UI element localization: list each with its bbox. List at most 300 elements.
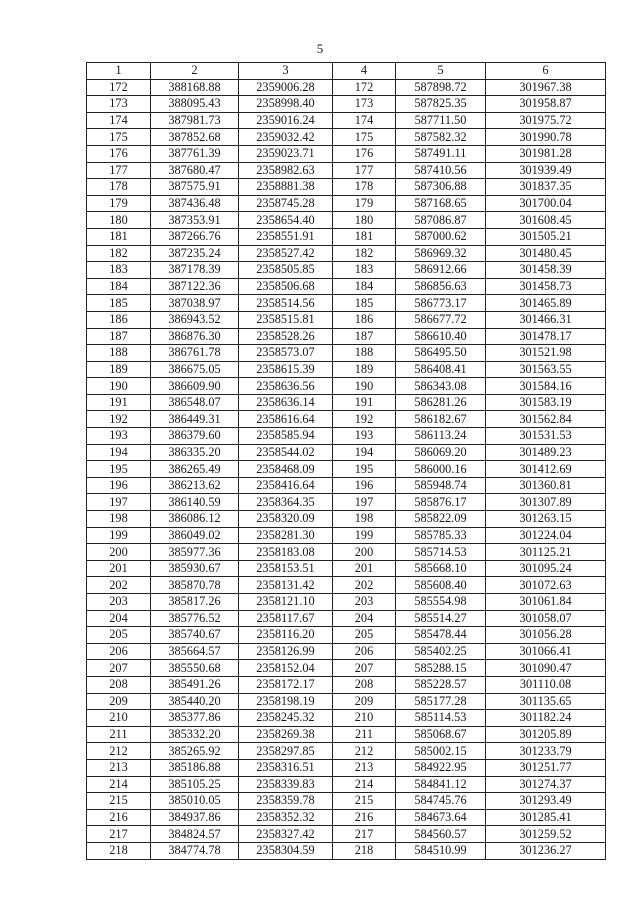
table-cell: 188 <box>87 345 151 362</box>
table-cell: 301110.08 <box>486 676 606 693</box>
table-cell: 2358198.19 <box>239 693 333 710</box>
table-cell: 387122.36 <box>151 278 239 295</box>
table-cell: 189 <box>333 361 396 378</box>
table-cell: 586408.41 <box>396 361 486 378</box>
table-cell: 301583.19 <box>486 394 606 411</box>
table-cell: 201 <box>333 560 396 577</box>
table-cell: 179 <box>87 195 151 212</box>
table-cell: 2358506.68 <box>239 278 333 295</box>
table-cell: 587000.62 <box>396 228 486 245</box>
table-body <box>87 79 606 859</box>
table-cell: 2358636.14 <box>239 394 333 411</box>
table-cell: 385491.26 <box>151 676 239 693</box>
table-row <box>87 627 606 644</box>
table-row <box>87 511 606 528</box>
table-cell: 186 <box>333 311 396 328</box>
table-row <box>87 477 606 494</box>
table-cell: 585785.33 <box>396 527 486 544</box>
table-cell: 177 <box>333 162 396 179</box>
table-cell: 586281.26 <box>396 394 486 411</box>
table-cell: 180 <box>333 212 396 229</box>
table-row <box>87 610 606 627</box>
table-cell: 586610.40 <box>396 328 486 345</box>
table-cell: 585002.15 <box>396 743 486 760</box>
table-cell: 386943.52 <box>151 311 239 328</box>
table-cell: 2358183.08 <box>239 544 333 561</box>
table-cell: 301072.63 <box>486 577 606 594</box>
table-cell: 586969.32 <box>396 245 486 262</box>
table-cell: 212 <box>333 743 396 760</box>
table-cell: 586000.16 <box>396 461 486 478</box>
table-cell: 181 <box>87 228 151 245</box>
table-row <box>87 162 606 179</box>
table-cell: 301056.28 <box>486 627 606 644</box>
table-cell: 199 <box>87 527 151 544</box>
table-cell: 301478.17 <box>486 328 606 345</box>
table-row <box>87 776 606 793</box>
table-cell: 385010.05 <box>151 793 239 810</box>
table-cell: 301061.84 <box>486 594 606 611</box>
table-cell: 587898.72 <box>396 79 486 96</box>
table-cell: 189 <box>87 361 151 378</box>
table-cell: 301608.45 <box>486 212 606 229</box>
table-cell: 177 <box>87 162 151 179</box>
table-cell: 584745.76 <box>396 793 486 810</box>
table-cell: 200 <box>333 544 396 561</box>
table-cell: 2358304.59 <box>239 842 333 859</box>
table-cell: 386379.60 <box>151 428 239 445</box>
table-cell: 2358131.42 <box>239 577 333 594</box>
table-row <box>87 494 606 511</box>
table-cell: 301233.79 <box>486 743 606 760</box>
table-cell: 386548.07 <box>151 394 239 411</box>
table-row <box>87 195 606 212</box>
table-row <box>87 461 606 478</box>
table-row <box>87 544 606 561</box>
column-header: 4 <box>333 63 396 80</box>
table-cell: 2358364.35 <box>239 494 333 511</box>
table-cell: 586773.17 <box>396 295 486 312</box>
column-header: 5 <box>396 63 486 80</box>
table-cell: 385740.67 <box>151 627 239 644</box>
table-cell: 301837.35 <box>486 179 606 196</box>
table-cell: 385186.88 <box>151 759 239 776</box>
table-cell: 386140.59 <box>151 494 239 511</box>
table-cell: 2358269.38 <box>239 726 333 743</box>
column-header: 2 <box>151 63 239 80</box>
table-cell: 2358126.99 <box>239 643 333 660</box>
table-cell: 586677.72 <box>396 311 486 328</box>
table-cell: 386265.49 <box>151 461 239 478</box>
table-cell: 2359016.24 <box>239 112 333 129</box>
table-cell: 585714.53 <box>396 544 486 561</box>
table-row <box>87 145 606 162</box>
table-cell: 204 <box>87 610 151 627</box>
table-cell: 301505.21 <box>486 228 606 245</box>
table-cell: 185 <box>333 295 396 312</box>
table-cell: 386086.12 <box>151 511 239 528</box>
table-cell: 214 <box>333 776 396 793</box>
table-cell: 182 <box>333 245 396 262</box>
table-cell: 387680.47 <box>151 162 239 179</box>
table-cell: 385817.26 <box>151 594 239 611</box>
table-row <box>87 693 606 710</box>
table-cell: 587086.87 <box>396 212 486 229</box>
table-row <box>87 444 606 461</box>
table-cell: 180 <box>87 212 151 229</box>
table-cell: 2359023.71 <box>239 145 333 162</box>
table-cell: 211 <box>87 726 151 743</box>
table-cell: 301990.78 <box>486 129 606 146</box>
table-cell: 215 <box>333 793 396 810</box>
table-cell: 193 <box>333 428 396 445</box>
table-cell: 2358468.09 <box>239 461 333 478</box>
table-cell: 213 <box>87 759 151 776</box>
table-cell: 204 <box>333 610 396 627</box>
table-cell: 386609.90 <box>151 378 239 395</box>
table-row <box>87 245 606 262</box>
table-cell: 175 <box>333 129 396 146</box>
table-cell: 2358505.85 <box>239 262 333 279</box>
table-cell: 214 <box>87 776 151 793</box>
table-cell: 385776.52 <box>151 610 239 627</box>
table-cell: 385105.25 <box>151 776 239 793</box>
table-cell: 387178.39 <box>151 262 239 279</box>
table-cell: 199 <box>333 527 396 544</box>
table-cell: 386213.62 <box>151 477 239 494</box>
table-cell: 203 <box>87 594 151 611</box>
table-cell: 301135.65 <box>486 693 606 710</box>
table-cell: 176 <box>87 145 151 162</box>
table-cell: 217 <box>333 826 396 843</box>
table-row <box>87 79 606 96</box>
table-cell: 196 <box>87 477 151 494</box>
table-cell: 385977.36 <box>151 544 239 561</box>
table-cell: 386675.05 <box>151 361 239 378</box>
table-cell: 301981.28 <box>486 145 606 162</box>
table-cell: 385440.20 <box>151 693 239 710</box>
table-cell: 2358416.64 <box>239 477 333 494</box>
table-cell: 2358528.26 <box>239 328 333 345</box>
table-cell: 210 <box>87 710 151 727</box>
table-row <box>87 262 606 279</box>
table-cell: 186 <box>87 311 151 328</box>
table-cell: 2358551.91 <box>239 228 333 245</box>
table-cell: 301251.77 <box>486 759 606 776</box>
table-cell: 585288.15 <box>396 660 486 677</box>
table-cell: 585948.74 <box>396 477 486 494</box>
table-cell: 2358998.40 <box>239 96 333 113</box>
table-cell: 194 <box>333 444 396 461</box>
table-cell: 184 <box>87 278 151 295</box>
table-cell: 216 <box>87 809 151 826</box>
table-cell: 585876.17 <box>396 494 486 511</box>
table-cell: 301563.55 <box>486 361 606 378</box>
table-cell: 301095.24 <box>486 560 606 577</box>
table-cell: 179 <box>333 195 396 212</box>
table-cell: 387436.48 <box>151 195 239 212</box>
table-cell: 2358320.09 <box>239 511 333 528</box>
table-cell: 301224.04 <box>486 527 606 544</box>
table-cell: 585554.98 <box>396 594 486 611</box>
table-row <box>87 577 606 594</box>
table-cell: 2358573.07 <box>239 345 333 362</box>
table-cell: 384937.86 <box>151 809 239 826</box>
table-row <box>87 660 606 677</box>
table-cell: 218 <box>333 842 396 859</box>
table-cell: 585114.53 <box>396 710 486 727</box>
table-row <box>87 411 606 428</box>
table-row <box>87 361 606 378</box>
table-cell: 2358121.10 <box>239 594 333 611</box>
table-cell: 587168.65 <box>396 195 486 212</box>
table-cell: 2358654.40 <box>239 212 333 229</box>
table-cell: 385377.86 <box>151 710 239 727</box>
table-cell: 587711.50 <box>396 112 486 129</box>
table-row <box>87 826 606 843</box>
table-cell: 587582.32 <box>396 129 486 146</box>
table-cell: 178 <box>333 179 396 196</box>
table-cell: 386049.02 <box>151 527 239 544</box>
table-cell: 209 <box>87 693 151 710</box>
table-cell: 182 <box>87 245 151 262</box>
table-cell: 301489.23 <box>486 444 606 461</box>
table-cell: 2358745.28 <box>239 195 333 212</box>
table-cell: 385550.68 <box>151 660 239 677</box>
table-cell: 387852.68 <box>151 129 239 146</box>
table-cell: 176 <box>333 145 396 162</box>
table-cell: 384774.78 <box>151 842 239 859</box>
table-cell: 2358514.56 <box>239 295 333 312</box>
table-cell: 2359006.28 <box>239 79 333 96</box>
table-cell: 585514.27 <box>396 610 486 627</box>
table-row <box>87 428 606 445</box>
table-cell: 2358585.94 <box>239 428 333 445</box>
coordinates-table <box>86 62 606 860</box>
table-cell: 2358982.63 <box>239 162 333 179</box>
table-cell: 387038.97 <box>151 295 239 312</box>
table-cell: 301263.15 <box>486 511 606 528</box>
table-cell: 174 <box>333 112 396 129</box>
table-row <box>87 643 606 660</box>
column-header: 6 <box>486 63 606 80</box>
table-cell: 2358116.20 <box>239 627 333 644</box>
table-cell: 585177.28 <box>396 693 486 710</box>
table-cell: 208 <box>87 676 151 693</box>
table-cell: 192 <box>333 411 396 428</box>
table-cell: 301700.04 <box>486 195 606 212</box>
table-cell: 301259.52 <box>486 826 606 843</box>
table-cell: 301307.89 <box>486 494 606 511</box>
table-row <box>87 378 606 395</box>
table-cell: 301562.84 <box>486 411 606 428</box>
table-cell: 2358153.51 <box>239 560 333 577</box>
table-cell: 2358297.85 <box>239 743 333 760</box>
table-cell: 2358515.81 <box>239 311 333 328</box>
table-cell: 187 <box>333 328 396 345</box>
table-row <box>87 676 606 693</box>
table-cell: 584510.99 <box>396 842 486 859</box>
table-cell: 183 <box>333 262 396 279</box>
table-row <box>87 112 606 129</box>
table-cell: 2358616.64 <box>239 411 333 428</box>
table-cell: 301058.07 <box>486 610 606 627</box>
table-row <box>87 560 606 577</box>
table-row <box>87 759 606 776</box>
table-cell: 384824.57 <box>151 826 239 843</box>
table-row <box>87 96 606 113</box>
table-cell: 187 <box>87 328 151 345</box>
table-cell: 586912.66 <box>396 262 486 279</box>
table-cell: 301360.81 <box>486 477 606 494</box>
table-cell: 385265.92 <box>151 743 239 760</box>
table-cell: 196 <box>333 477 396 494</box>
table-cell: 584922.95 <box>396 759 486 776</box>
table-row <box>87 726 606 743</box>
table-cell: 387761.39 <box>151 145 239 162</box>
table-cell: 585402.25 <box>396 643 486 660</box>
table-row <box>87 710 606 727</box>
table-cell: 216 <box>333 809 396 826</box>
table-header <box>87 63 606 80</box>
table-cell: 301236.27 <box>486 842 606 859</box>
table-cell: 210 <box>333 710 396 727</box>
table-cell: 586069.20 <box>396 444 486 461</box>
table-cell: 205 <box>87 627 151 644</box>
table-cell: 301274.37 <box>486 776 606 793</box>
table-cell: 181 <box>333 228 396 245</box>
table-cell: 584560.57 <box>396 826 486 843</box>
table-cell: 587491.11 <box>396 145 486 162</box>
table-cell: 301458.73 <box>486 278 606 295</box>
table-cell: 2358339.83 <box>239 776 333 793</box>
table-row <box>87 793 606 810</box>
table-cell: 387266.76 <box>151 228 239 245</box>
table-cell: 217 <box>87 826 151 843</box>
page-number: 5 <box>316 41 324 56</box>
table-cell: 190 <box>333 378 396 395</box>
table-row <box>87 842 606 859</box>
table-cell: 587306.88 <box>396 179 486 196</box>
table-cell: 2358881.38 <box>239 179 333 196</box>
table-cell: 2358316.51 <box>239 759 333 776</box>
table-cell: 301975.72 <box>486 112 606 129</box>
table-row <box>87 179 606 196</box>
table-cell: 586343.08 <box>396 378 486 395</box>
table-cell: 200 <box>87 544 151 561</box>
table-cell: 188 <box>333 345 396 362</box>
table-cell: 587825.35 <box>396 96 486 113</box>
table-cell: 172 <box>333 79 396 96</box>
table-cell: 2358352.32 <box>239 809 333 826</box>
table-cell: 211 <box>333 726 396 743</box>
table-row <box>87 594 606 611</box>
table-cell: 301465.89 <box>486 295 606 312</box>
table-cell: 203 <box>333 594 396 611</box>
table-row <box>87 743 606 760</box>
table-cell: 173 <box>333 96 396 113</box>
table-row <box>87 278 606 295</box>
table-cell: 301285.41 <box>486 809 606 826</box>
table-cell: 585668.10 <box>396 560 486 577</box>
table-cell: 586113.24 <box>396 428 486 445</box>
table-cell: 206 <box>333 643 396 660</box>
column-header: 1 <box>87 63 151 80</box>
table-cell: 175 <box>87 129 151 146</box>
table-cell: 386449.31 <box>151 411 239 428</box>
table-cell: 301412.69 <box>486 461 606 478</box>
table-cell: 2358117.67 <box>239 610 333 627</box>
table-cell: 301939.49 <box>486 162 606 179</box>
table-row <box>87 129 606 146</box>
table-cell: 388095.43 <box>151 96 239 113</box>
table-row <box>87 328 606 345</box>
table-cell: 584841.12 <box>396 776 486 793</box>
header-row <box>87 63 606 80</box>
table-row <box>87 809 606 826</box>
table-cell: 584673.64 <box>396 809 486 826</box>
table-cell: 301182.24 <box>486 710 606 727</box>
table-cell: 301521.98 <box>486 345 606 362</box>
table-cell: 198 <box>87 511 151 528</box>
table-cell: 301125.21 <box>486 544 606 561</box>
table-cell: 2358544.02 <box>239 444 333 461</box>
table-cell: 385664.57 <box>151 643 239 660</box>
table-cell: 202 <box>87 577 151 594</box>
table-row <box>87 345 606 362</box>
column-header: 3 <box>239 63 333 80</box>
table-cell: 301066.41 <box>486 643 606 660</box>
table-cell: 301480.45 <box>486 245 606 262</box>
table-cell: 585478.44 <box>396 627 486 644</box>
table-cell: 192 <box>87 411 151 428</box>
table-cell: 301466.31 <box>486 311 606 328</box>
table-cell: 386876.30 <box>151 328 239 345</box>
table-cell: 173 <box>87 96 151 113</box>
table-row <box>87 228 606 245</box>
table-cell: 586182.67 <box>396 411 486 428</box>
table-row <box>87 295 606 312</box>
table-cell: 386335.20 <box>151 444 239 461</box>
table-cell: 2358172.17 <box>239 676 333 693</box>
table-cell: 174 <box>87 112 151 129</box>
table-cell: 301090.47 <box>486 660 606 677</box>
table-cell: 2358245.32 <box>239 710 333 727</box>
table-cell: 209 <box>333 693 396 710</box>
table-cell: 208 <box>333 676 396 693</box>
table-cell: 587410.56 <box>396 162 486 179</box>
table-cell: 213 <box>333 759 396 776</box>
table-cell: 194 <box>87 444 151 461</box>
table-cell: 388168.88 <box>151 79 239 96</box>
table-cell: 202 <box>333 577 396 594</box>
table-cell: 301967.38 <box>486 79 606 96</box>
table-cell: 385332.20 <box>151 726 239 743</box>
table-cell: 2358636.56 <box>239 378 333 395</box>
table-cell: 218 <box>87 842 151 859</box>
table-cell: 301584.16 <box>486 378 606 395</box>
table-cell: 185 <box>87 295 151 312</box>
table-cell: 205 <box>333 627 396 644</box>
table-cell: 197 <box>87 494 151 511</box>
table-cell: 195 <box>333 461 396 478</box>
table-cell: 585068.67 <box>396 726 486 743</box>
table-cell: 387353.91 <box>151 212 239 229</box>
table-cell: 586856.63 <box>396 278 486 295</box>
table-cell: 191 <box>87 394 151 411</box>
table-cell: 2359032.42 <box>239 129 333 146</box>
table-cell: 201 <box>87 560 151 577</box>
